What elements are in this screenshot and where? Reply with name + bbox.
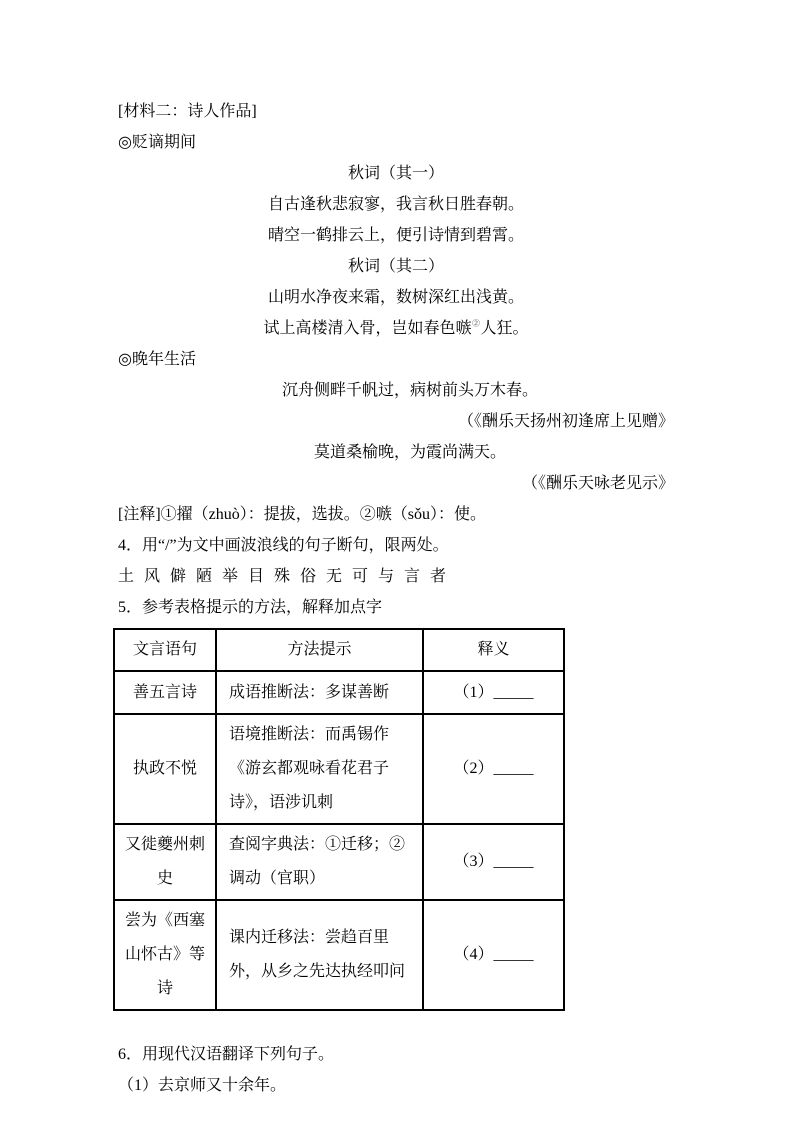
- question-5: 5．参考表格提示的方法，解释加点字: [118, 599, 383, 616]
- poem2-title: 秋词（其二）: [347, 258, 444, 275]
- answer-blank-cell: （1）_____: [423, 671, 564, 714]
- table-row: [114, 671, 564, 714]
- column-header-method: 方法提示: [216, 629, 423, 671]
- phrase-cell: 尝为《西塞山怀古》等诗: [114, 900, 216, 1010]
- section-heading-late-life: ◎晚年生活: [118, 351, 196, 368]
- footnote-marker-2: ②: [471, 318, 481, 330]
- poem1-title: 秋词（其一）: [347, 165, 444, 182]
- column-header-phrase: 文言语句: [114, 629, 216, 671]
- question-6: 6．用现代汉语翻译下列句子。: [118, 1046, 335, 1063]
- table-row: [114, 824, 564, 900]
- method-cell: 语境推断法：而禹锡作《游玄都观咏看花君子诗》，语涉讥刺: [216, 714, 423, 824]
- table-header-row: [114, 629, 564, 671]
- poem4-line: 莫道桑榆晚，为霞尚满天。: [313, 444, 506, 461]
- phrase-cell: 又徙夔州刺史: [114, 824, 216, 900]
- method-cell: 成语推断法：多谋善断: [216, 671, 423, 714]
- question-4-sentence: 土 风 僻 陋 举 目 殊 俗 无 可 与 言 者: [118, 568, 447, 585]
- poem2-line-2: [118, 313, 674, 344]
- poem1-line-1: 自古逢秋悲寂寥，我言秋日胜春朝。: [267, 196, 524, 213]
- method-cell: 查阅字典法：①迁移；②调动（官职）: [216, 824, 423, 900]
- section-heading-exile: ◎贬谪期间: [118, 134, 196, 151]
- poem4-citation: （《酬乐天咏老见示》: [521, 475, 674, 492]
- annotation-notes: [注释]①擢（zhuò）：提拔，选拔。②嗾（sǒu）：使。: [118, 506, 486, 523]
- method-cell: 课内迁移法：尝趋百里外，从乡之先达执经叩问: [216, 900, 423, 1010]
- material-heading: [材料二：诗人作品]: [118, 103, 257, 120]
- poem3-citation: （《酬乐天扬州初逢席上见赠》: [457, 413, 674, 430]
- phrase-cell: 善五言诗: [114, 671, 216, 714]
- method-hint-table: [113, 628, 565, 1011]
- column-header-meaning: 释义: [423, 629, 564, 671]
- poem2-line-1: 山明水净夜来霜，数树深红出浅黄。: [267, 289, 524, 306]
- poem1-line-2: 晴空一鹤排云上，便引诗情到碧霄。: [267, 227, 524, 244]
- table-row: [114, 714, 564, 824]
- poem3-line: 沉舟侧畔千帆过，病树前头万木春。: [281, 382, 538, 399]
- poem2-line-2-text: 试上高楼清入骨，岂如春色嗾: [263, 320, 472, 337]
- answer-blank-cell: （4）_____: [423, 900, 564, 1010]
- answer-blank-cell: （2）_____: [423, 714, 564, 824]
- poem2-line-2-tail: 人狂。: [480, 320, 529, 337]
- phrase-cell: 执政不悦: [114, 714, 216, 824]
- question-6-item-1: （1）去京师又十余年。: [118, 1077, 287, 1094]
- answer-blank-cell: （3）_____: [423, 824, 564, 900]
- question-4: 4．用“/”为文中画波浪线的句子断句，限两处。: [118, 537, 449, 554]
- table-row: [114, 900, 564, 1010]
